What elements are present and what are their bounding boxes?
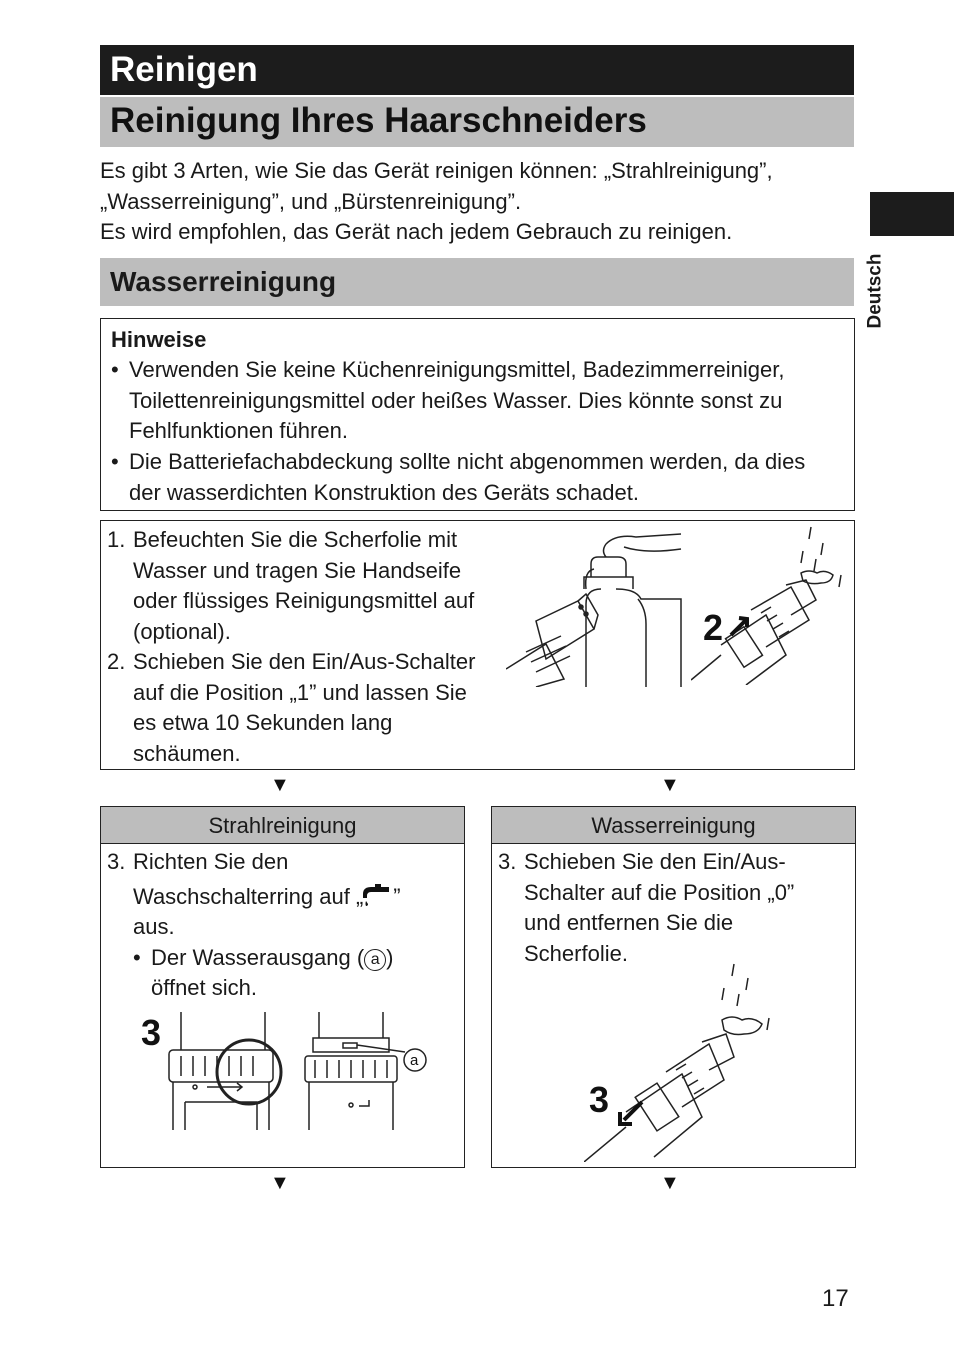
figure-label: 2 — [703, 607, 724, 648]
intro-line: Es gibt 3 Arten, wie Sie das Gerät reinigen können: „Strahlreinigung”, — [100, 158, 773, 183]
step-line: schäumen. — [133, 740, 241, 766]
step-1 — [107, 525, 507, 647]
subsection-title-bar — [100, 258, 854, 306]
intro-line: „Wasserreinigung”, und „Bürstenreinigung”. — [100, 188, 522, 214]
trimmer-step2-illustration — [691, 525, 851, 685]
notes-heading: Hinweise — [111, 327, 207, 352]
note-item — [111, 447, 846, 508]
step-number: 1. — [107, 527, 126, 552]
sub-bullet-item: • Der Wasserausgang ( a ) öffnet sich. — [133, 944, 394, 1000]
bullet: • — [111, 449, 119, 474]
intro-line: Es wird empfohlen, das Gerät nach jedem Gebrauch zu reinigen. — [100, 219, 733, 244]
figure-label: 3 — [589, 1079, 610, 1120]
note-line: Verwenden Sie keine Küchenreinigungsmittel, Badezimmerreiniger, — [129, 357, 785, 382]
wash-ring-illustration — [137, 1012, 447, 1132]
step-line: es etwa 10 Sekunden lang — [133, 710, 393, 735]
step-2 — [107, 647, 507, 769]
notes-box — [100, 318, 855, 511]
soap-dispenser-illustration — [506, 529, 686, 687]
intro-text — [100, 156, 860, 248]
marker-a: a — [364, 949, 386, 971]
step-number: 3. — [107, 849, 126, 874]
step-line: aus. — [133, 914, 175, 939]
step-line: Waschschalterring auf „ ” — [133, 883, 401, 909]
section-title: Reinigung Ihres Haarschneiders — [110, 101, 647, 140]
step-number: 2. — [107, 649, 126, 674]
down-arrow-icon: ▼ — [660, 774, 680, 796]
note-line: Toilettenreinigungsmittel oder heißes Wasser. Dies könnte sonst zu — [129, 387, 783, 413]
column-title: Strahlreinigung — [101, 807, 464, 844]
step-line: Schieben Sie den Ein/Aus-Schalter — [133, 649, 476, 674]
step-line: Wasser und tragen Sie Handseife — [133, 557, 462, 583]
column-title: Wasserreinigung — [492, 807, 855, 844]
step-line: Scherfolie. — [524, 940, 628, 966]
chapter-title-bar — [100, 45, 854, 95]
faucet-icon — [363, 882, 393, 908]
step-line: Schalter auf die Position „0” — [524, 879, 795, 905]
section-title-bar — [100, 97, 854, 147]
step-number: 3. — [498, 849, 517, 874]
language-tab-label: Deutsch — [864, 253, 886, 329]
step-3-water — [498, 847, 848, 969]
down-arrow-icon: ▼ — [660, 1172, 680, 1194]
jet-cleaning-box — [100, 806, 465, 1168]
note-line: der wasserdichten Konstruktion des Geräts schadet. — [129, 479, 639, 505]
chapter-title: Reinigen — [110, 50, 258, 89]
step-line: Schieben Sie den Ein/Aus- — [524, 849, 786, 874]
figure-label: 3 — [141, 1012, 162, 1053]
down-arrow-icon: ▼ — [270, 774, 290, 796]
trimmer-step3-illustration — [584, 962, 784, 1162]
steps-box — [100, 520, 855, 770]
page-number: 17 — [822, 1285, 849, 1312]
language-tab-marker — [870, 192, 954, 236]
step-line: Befeuchten Sie die Scherfolie mit — [133, 527, 458, 552]
callout-label: a — [410, 1052, 419, 1069]
step-line: auf die Position „1” und lassen Sie — [133, 679, 467, 705]
note-item — [111, 355, 846, 447]
step-line: Richten Sie den — [133, 849, 289, 874]
bullet: • — [111, 357, 119, 382]
step-line: und entfernen Sie die — [524, 910, 734, 935]
note-line: Die Batteriefachabdeckung sollte nicht abgenommen werden, da dies — [129, 449, 806, 474]
down-arrow-icon: ▼ — [270, 1172, 290, 1194]
subsection-title: Wasserreinigung — [110, 266, 337, 297]
note-line: Fehlfunktionen führen. — [129, 418, 348, 443]
step-line: (optional). — [133, 618, 231, 644]
step-3-jet — [107, 847, 457, 1004]
step-line: oder flüssiges Reinigungsmittel auf — [133, 588, 475, 613]
water-cleaning-box — [491, 806, 856, 1168]
